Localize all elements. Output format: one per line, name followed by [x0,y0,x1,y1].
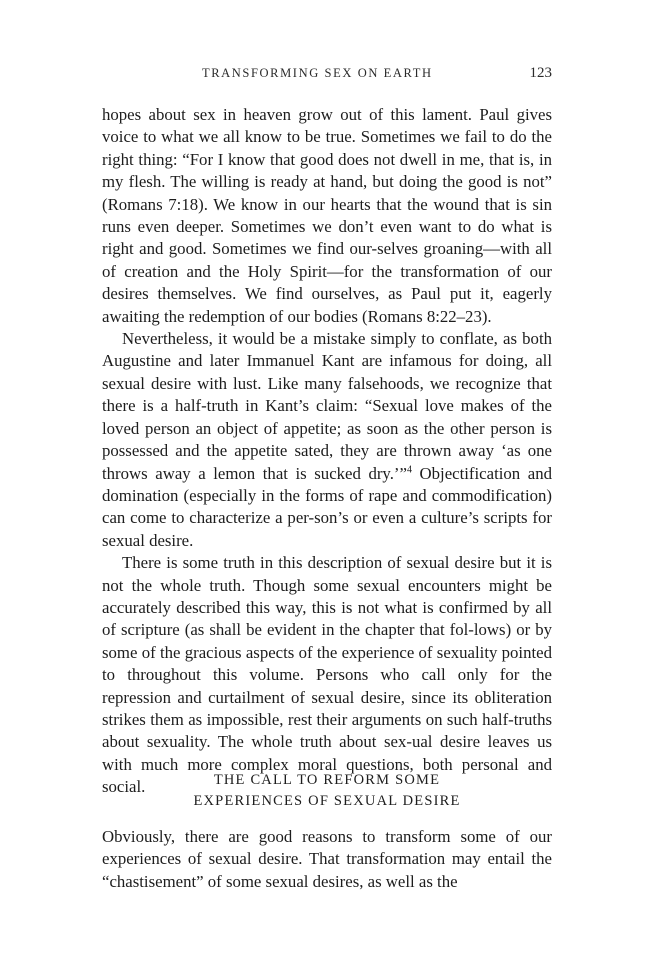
section-heading [102,770,552,812]
section-body-text [102,826,552,893]
paragraph-2-text-a: Nevertheless, it would be a mistake simply to conflate, as both Augustine and later Immanuel Kant are infamous for doing, all sexual desire with lust. Like many falsehoods, we recognize that there is a half-truth in Kant’s claim: “Sexual love makes of the loved person an object of appetite; as soon as the other person is possessed and the appetite sated, they are thrown away ‘as one throws away a lemon that is sucked dry.’” [102,329,552,483]
section-heading-line-2: EXPERIENCES OF SEXUAL DESIRE [193,793,461,809]
paragraph-2-text-b: Objectification and domination (especially in the forms of rape and commodification) can come to characterize a per-son’s or even a culture’s scripts for sexual desire. [102,463,552,550]
running-head-title: TRANSFORMING SEX ON EARTH [202,66,433,80]
section-heading-line-1: THE CALL TO REFORM SOME [213,772,441,788]
paragraph-3: There is some truth in this description of sexual desire but it is not the whole truth. Though some sexual encounters might be accurately described this way, this is not what is confirmed by all of scripture (as shall be evident in the chapter that fol-lows) or by some of the gracious aspects of the experience of sexuality pointed to throughout this volume. Persons who call only for the repression and curtailment of sexual desire, since its obliteration strikes them as impossible, rest their arguments on such half-truths about sexuality. The whole truth about sex-ual desire leaves us with much more complex moral questions, both personal and social. [102,553,552,797]
paragraph-1: hopes about sex in heaven grow out of this lament. Paul gives voice to what we all know to be true. Sometimes we fail to do the right thing: “For I know that good does not dwell in me, that is, in my flesh. The willing is ready at hand, but doing the good is not” (Romans 7:18). We know in our hearts that the wound that is sin runs even deeper. Sometimes we don’t even want to do what is right and good. Sometimes we find our-selves groaning—with all of creation and the Holy Spirit—for the transformation of our desires themselves. We find ourselves, as Paul put it, eagerly awaiting the redemption of our bodies (Romans 8:22–23). [102,105,552,326]
paragraph-4: Obviously, there are good reasons to transform some of our experiences of sexual desire. That transformation may entail the “chastisement” of some sexual desires, as well as the [102,827,552,891]
page-number: 123 [529,65,552,81]
footnote-marker: 4 [406,463,412,475]
paragraph-2 [102,328,552,552]
body-text [102,104,552,799]
running-head [102,66,552,86]
